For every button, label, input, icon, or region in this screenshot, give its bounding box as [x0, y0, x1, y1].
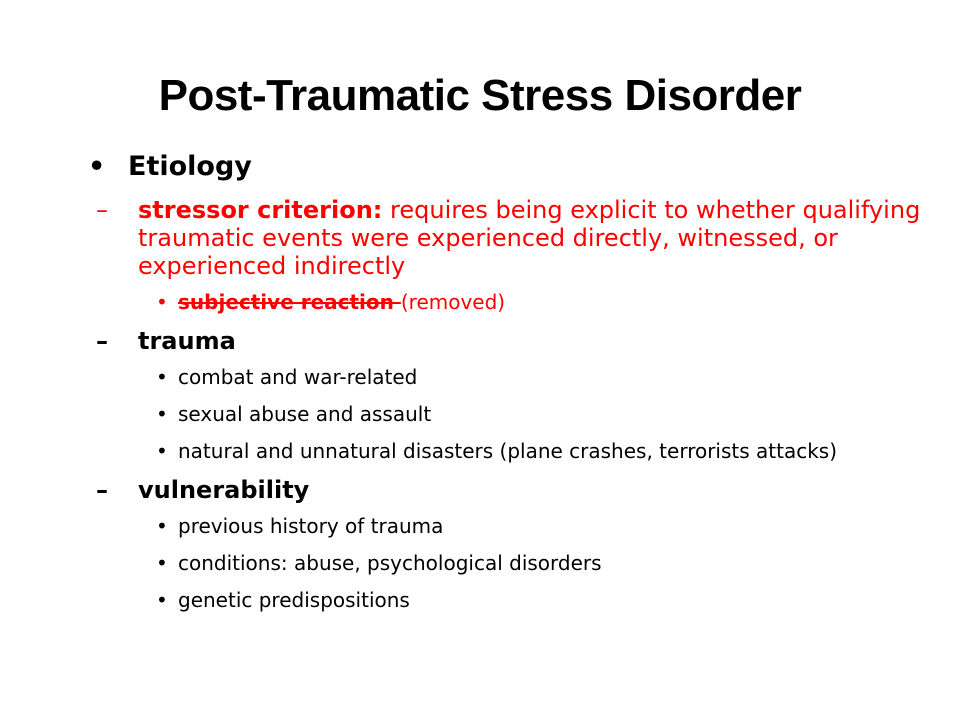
bullet-dot-icon: • — [156, 439, 168, 463]
dash-icon: – — [96, 196, 108, 224]
subjective-note: (removed) — [400, 290, 506, 314]
bullet-dot-icon: • — [156, 514, 168, 538]
trauma-item — [88, 402, 928, 426]
slide-content — [88, 150, 928, 625]
bullet-etiology-text: Etiology — [128, 151, 252, 182]
trauma-item-text: combat and war-related — [178, 365, 418, 389]
trauma-item — [88, 439, 928, 463]
vulnerability-item-text: previous history of trauma — [178, 514, 444, 538]
dash-icon: – — [96, 476, 108, 504]
bullet-dot-icon: • — [156, 551, 168, 575]
bullet-dot-icon: • — [156, 402, 168, 426]
vulnerability-item-text: conditions: abuse, psychological disorders — [178, 551, 602, 575]
vulnerability-item — [88, 514, 928, 538]
bullet-dot-icon: • — [156, 290, 168, 314]
stressor-label: stressor criterion: — [138, 196, 383, 224]
trauma-item — [88, 365, 928, 389]
slide-title: Post-Traumatic Stress Disorder — [158, 71, 802, 120]
bullet-vulnerability — [88, 476, 928, 504]
vulnerability-heading: vulnerability — [138, 476, 310, 504]
trauma-heading: trauma — [138, 327, 236, 355]
trauma-item-text: natural and unnatural disasters (plane crashes, terrorists attacks) — [178, 439, 838, 463]
vulnerability-item — [88, 551, 928, 575]
bullet-subjective-reaction — [88, 290, 928, 314]
bullet-stressor-criterion — [88, 196, 928, 280]
stressor-text: requires being explicit to whether qualifying traumatic events were experienced directly, witnessed, or experienced indirectly — [138, 196, 921, 280]
bullet-etiology — [88, 150, 928, 184]
vulnerability-item — [88, 588, 928, 612]
bullet-dot-icon: • — [156, 365, 168, 389]
trauma-item-text: sexual abuse and assault — [178, 402, 432, 426]
dash-icon: – — [96, 327, 108, 355]
bullet-trauma — [88, 327, 928, 355]
bullet-dot-icon: • — [88, 151, 106, 182]
vulnerability-item-text: genetic predispositions — [178, 588, 410, 612]
subjective-struck-text: subjective reaction — [178, 290, 401, 314]
bullet-dot-icon: • — [156, 588, 168, 612]
